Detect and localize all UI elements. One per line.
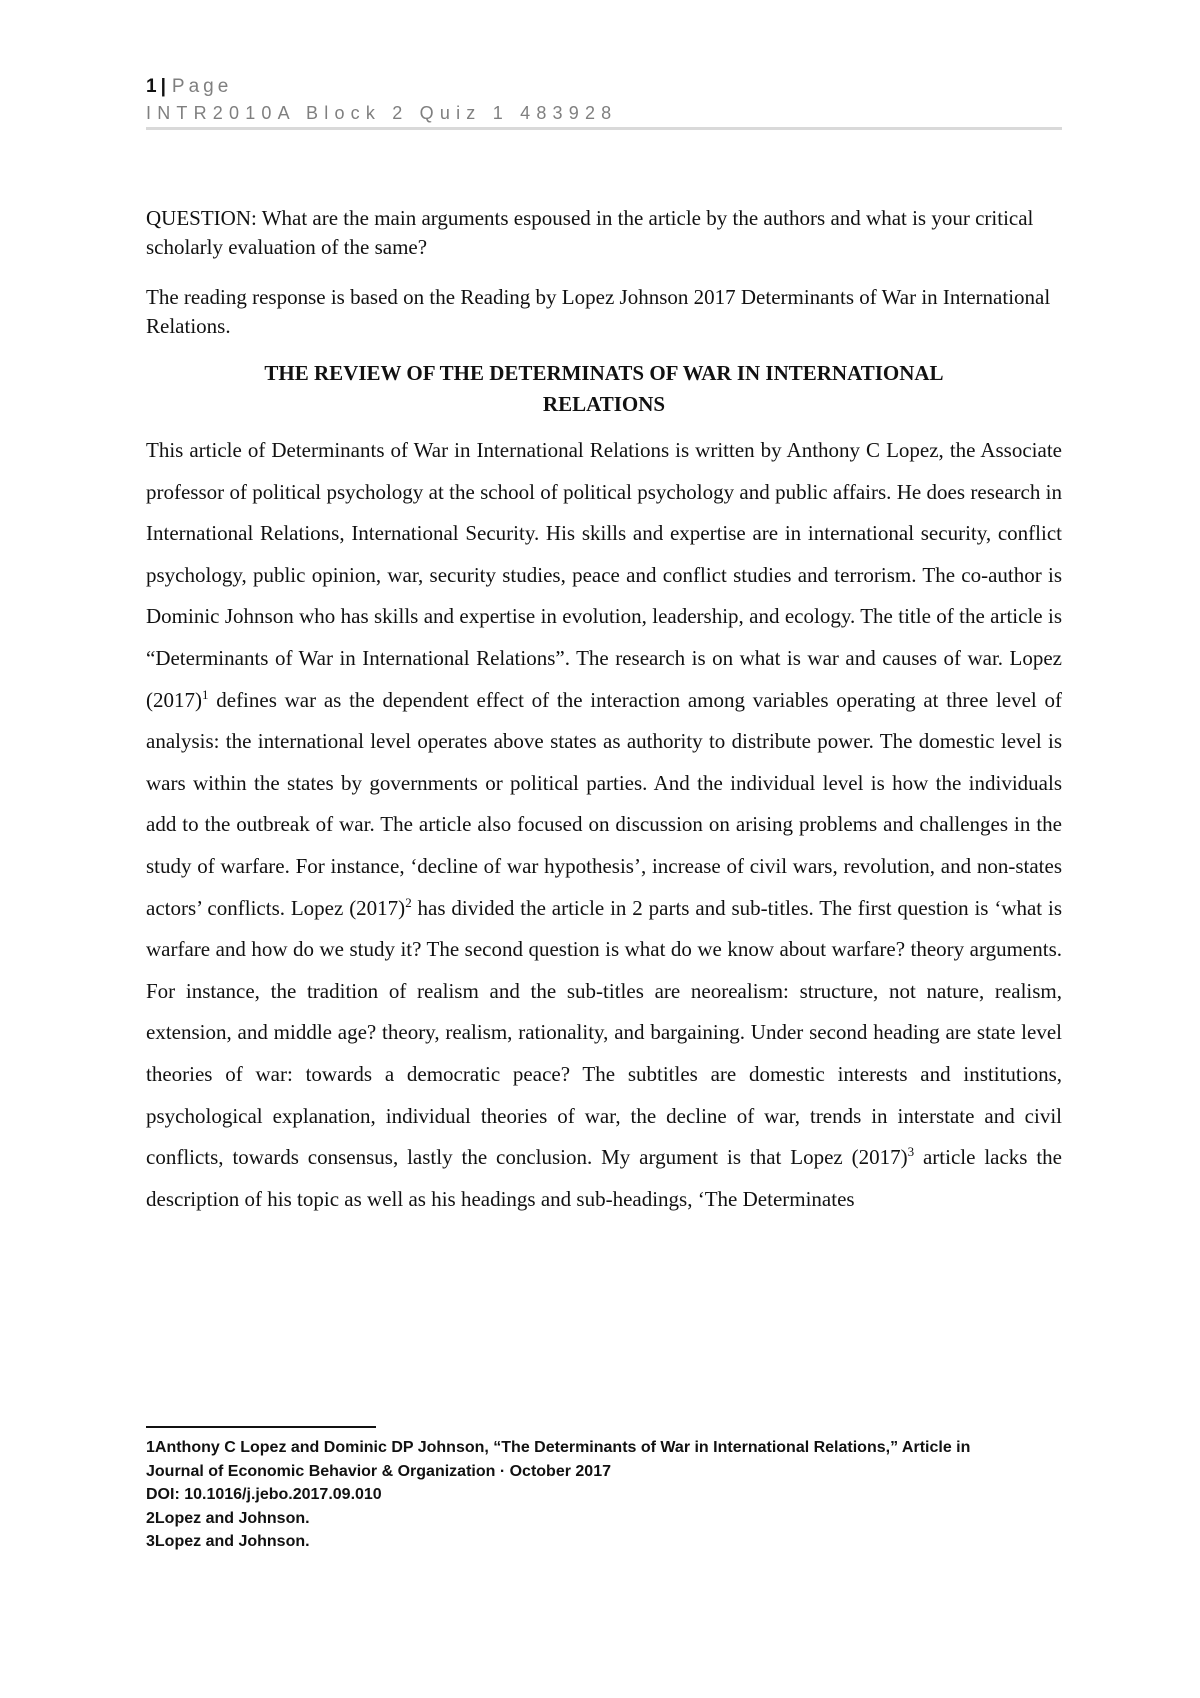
review-title-line-1: THE REVIEW OF THE DETERMINATS OF WAR IN INTERNATIONAL xyxy=(264,361,944,385)
footnotes xyxy=(146,1436,1062,1554)
page-number-line xyxy=(146,74,1062,100)
footnote-divider xyxy=(146,1426,376,1428)
page-separator: | xyxy=(160,76,166,97)
body-text-segment-2: defines war as the dependent effect of the interaction among variables operating at three level of analysis: the international level operates above states as authority to distribute power. The domestic level is wars within the states by governments or political parties. And the individual level is how the individuals add to the outbreak of war. The article also focused on discussion on arising problems and challenges in the study of warfare. For instance, ‘decline of war hypothesis’, increase of civil wars, revolution, and non-states actors’ conflicts. Lopez (2017) xyxy=(146,687,1062,920)
footnote-line: Journal of Economic Behavior & Organization · October 2017 xyxy=(146,1462,611,1480)
body-text-segment-1: This article of Determinants of War in International Relations is written by Anthony C Lopez, the Associate professor of political psychology at the school of political psychology and public affairs. He does research in International Relations, International Security. His skills and expertise are in international security, conflict psychology, public opinion, war, security studies, peace and conflict studies and terrorism. The co-author is Dominic Johnson who has skills and expertise in evolution, leadership, and ecology. The title of the article is “Determinants of War in International Relations”. The research is on what is war and causes of war. Lopez (2017) xyxy=(146,438,1062,712)
question-paragraph: QUESTION: What are the main arguments espoused in the article by the authors and what is your critical scholarly evaluation of the same? xyxy=(146,206,1034,259)
reading-note-paragraph: The reading response is based on the Reading by Lopez Johnson 2017 Determinants of War in International Relations. xyxy=(146,285,1051,338)
footnote-ref-3[interactable]: 3 xyxy=(907,1144,915,1160)
footnote-line: 2Lopez and Johnson. xyxy=(146,1509,310,1527)
page-header xyxy=(146,74,1062,125)
footnote-ref-1[interactable]: 1 xyxy=(202,686,209,702)
page-number: 1 xyxy=(146,76,157,97)
review-title-line-2: RELATIONS xyxy=(542,392,666,416)
review-title xyxy=(146,358,1062,420)
main-body xyxy=(146,430,1062,1220)
footnote-line: 1Anthony C Lopez and Dominic DP Johnson, “The Determinants of War in International Relations,” Article in xyxy=(146,1439,971,1456)
body-text-segment-3: has divided the article in 2 parts and sub-titles. The first question is ‘what is warfare and how do we study it? The second question is what do we know about warfare? theory arguments. For instance, the tradition of realism and the sub-titles are neorealism: structure, not nature, realism, extension, and middle age? theory, realism, rationality, and bargaining. Under second heading are state level theories of war: towards a democratic peace? The subtitles are domestic interests and institutions, psychological explanation, individual theories of war, the decline of war, trends in interstate and civil conflicts, towards consensus, lastly the conclusion. My argument is that Lopez (2017) xyxy=(146,895,1063,1170)
course-code-line: INTR2010A Block 2 Quiz 1 483928 xyxy=(146,103,618,123)
footnote-ref-2[interactable]: 2 xyxy=(405,894,412,910)
footnote-line: 3Lopez and Johnson. xyxy=(146,1533,310,1551)
header-divider xyxy=(146,127,1062,130)
body-paragraph xyxy=(146,430,1062,1220)
footnote-doi: DOI: 10.1016/j.jebo.2017.09.010 xyxy=(146,1486,382,1504)
page-label: Page xyxy=(171,76,233,97)
body-text-segment-4: article lacks the description of his topic as well as his headings and sub-headings, ‘The Determinates xyxy=(146,1145,1063,1211)
